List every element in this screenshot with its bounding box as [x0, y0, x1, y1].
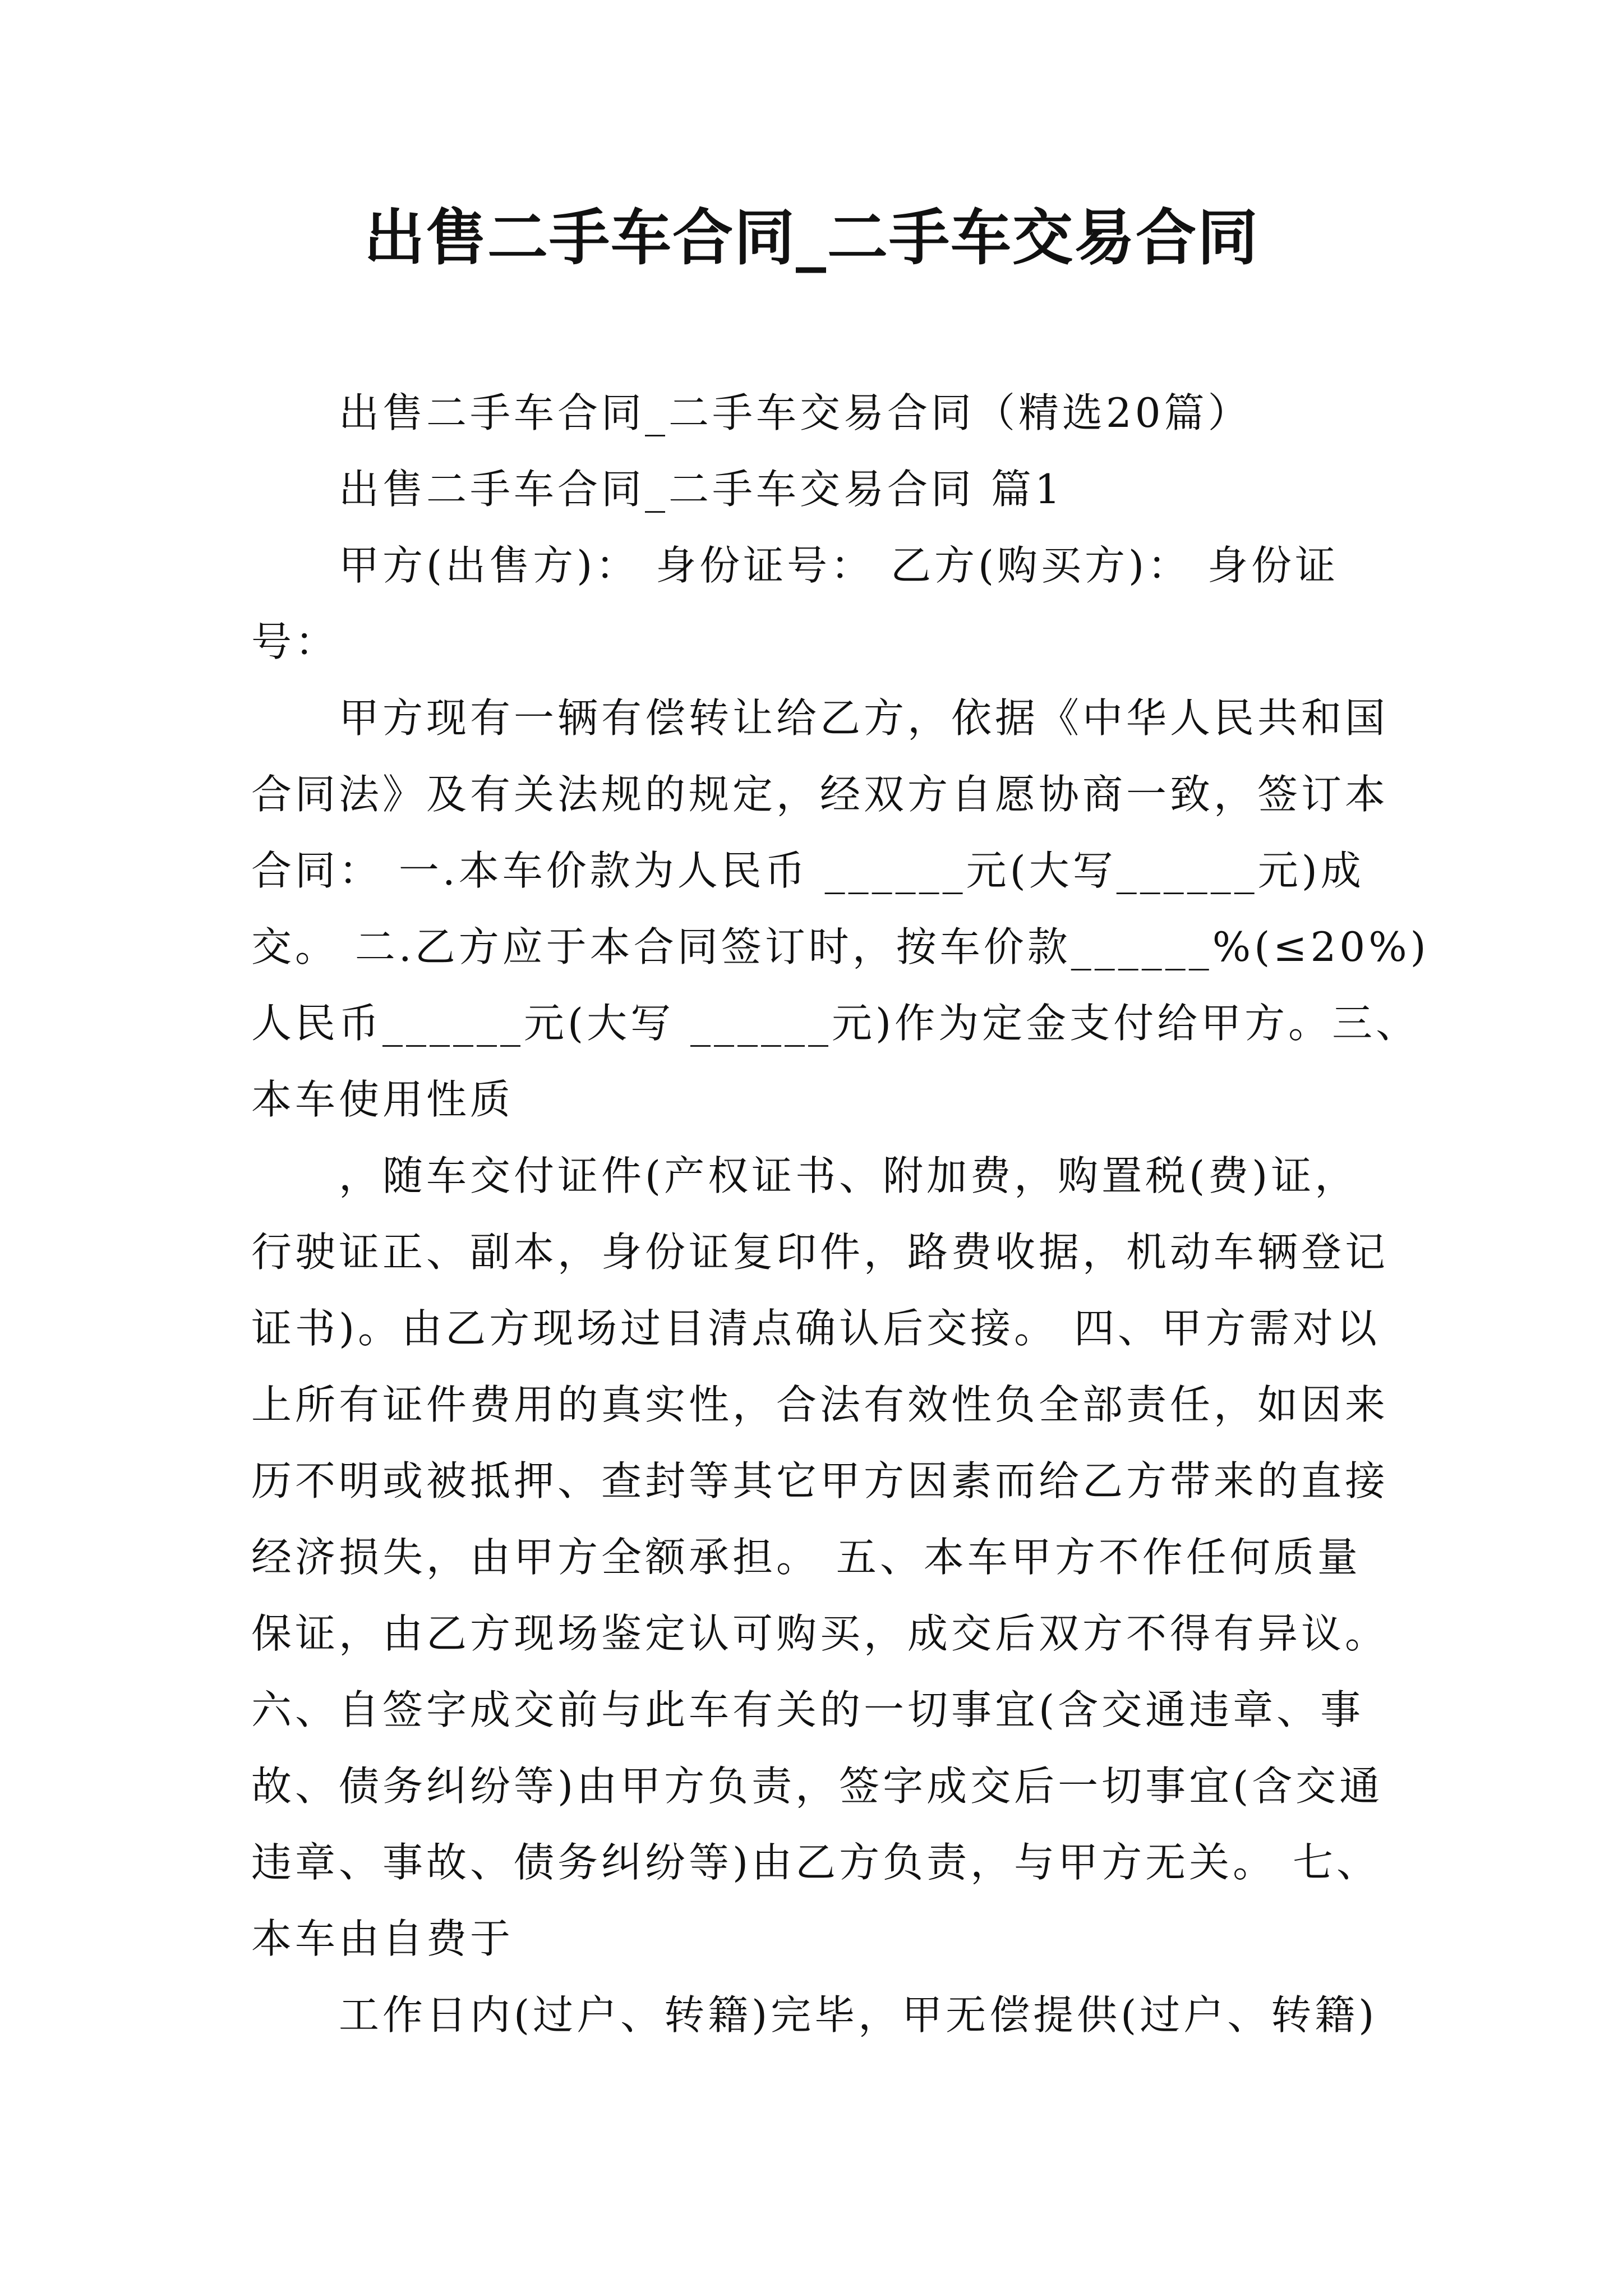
body-line: 经济损失，由甲方全额承担。 五、本车甲方不作任何质量 — [251, 1534, 1361, 1581]
body-line: 上所有证件费用的真实性，合法有效性负全部责任，如因来 — [251, 1381, 1389, 1428]
body-line: 六、自签字成交前与此车有关的一切事宜(含交通违章、事 — [251, 1686, 1364, 1733]
body-line: 工作日内(过户、转籍)完毕，甲无偿提供(过户、转籍) — [339, 1991, 1378, 2039]
body-line: 人民币______元(大写 ______元)作为定金支付给甲方。三、 — [251, 1000, 1420, 1047]
document-body — [251, 375, 1430, 2053]
body-line: 违章、事故、债务纠纷等)由乙方负责，与甲方无关。 七、 — [251, 1839, 1380, 1886]
body-line: 合同： 一.本车价款为人民币 ______元(大写______元)成 — [251, 847, 1364, 894]
body-line: 故、债务纠纷等)由甲方负责，签字成交后一切事宜(含交通 — [251, 1763, 1384, 1810]
body-line: 合同法》及有关法规的规定，经双方自愿协商一致，签订本 — [251, 771, 1389, 818]
body-line: 号： — [251, 618, 339, 665]
document-title: 出售二手车合同_二手车交易合同 — [363, 203, 1259, 273]
body-line: 本车由自费于 — [251, 1915, 514, 1962]
body-line: 行驶证正、副本，身份证复印件，路费收据，机动车辆登记 — [251, 1228, 1389, 1276]
subtitle-line: 出售二手车合同_二手车交易合同（精选20篇） — [339, 389, 1252, 436]
section-heading: 出售二手车合同_二手车交易合同 篇1 — [339, 466, 1064, 513]
body-line: 甲方(出售方)： 身份证号： 乙方(购买方)： 身份证 — [339, 542, 1339, 589]
body-line: 历不明或被抵押、查封等其它甲方因素而给乙方带来的直接 — [251, 1457, 1389, 1504]
body-line: ，随车交付证件(产权证书、附加费，购置税(费)证， — [339, 1152, 1359, 1199]
body-line: 本车使用性质 — [251, 1076, 514, 1123]
body-line: 保证，由乙方现场鉴定认可购买，成交后双方不得有异议。 — [251, 1610, 1389, 1657]
body-line: 甲方现有一辆有偿转让给乙方，依据《中华人民共和国 — [339, 694, 1389, 742]
body-line: 证书)。由乙方现场过目清点确认后交接。 四、甲方需对以 — [251, 1305, 1380, 1352]
body-line: 交。 二.乙方应于本合同签订时，按车价款______%(≤20%) — [251, 923, 1430, 970]
